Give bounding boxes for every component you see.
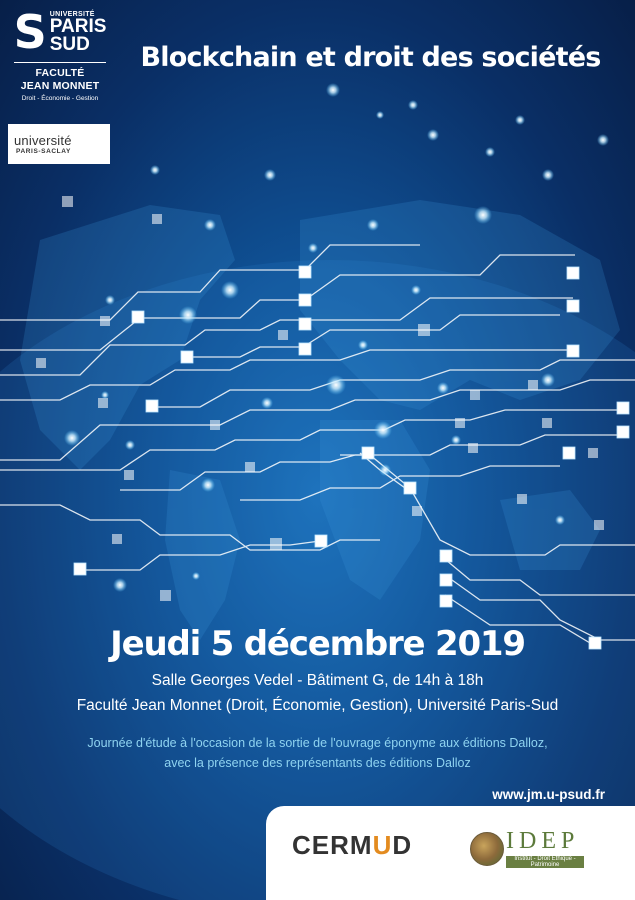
event-venue: Salle Georges Vedel - Bâtiment G, de 14h à 18h — [151, 672, 484, 689]
paris-sud-paris: PARIS — [49, 15, 107, 37]
cermud-suffix: D — [392, 830, 413, 860]
saclay-line-2: PARIS-SACLAY — [16, 148, 71, 155]
paris-sud-s-mark: S — [13, 5, 47, 59]
idep-logo — [466, 828, 588, 872]
website-link[interactable]: www.jm.u-psud.fr — [492, 787, 605, 802]
saclay-line-1: université — [14, 133, 72, 148]
paris-sud-logo — [8, 5, 112, 102]
event-description-line-1: Journée d'étude à l'occasion de la sortie de l'ouvrage éponyme aux éditions Dalloz, — [87, 736, 548, 750]
idep-subtitle: Institut - Droit Éthique - Patrimoine — [506, 856, 584, 868]
faculty-line-2: JEAN MONNET — [20, 80, 100, 92]
paris-sud-university-word: UNIVERSITÉ — [49, 10, 95, 18]
cermud-accent: U — [372, 830, 393, 860]
partner-logos-panel — [266, 806, 635, 900]
paris-saclay-logo — [8, 124, 110, 164]
idep-wordmark: IDEP — [506, 828, 580, 854]
cermud-prefix: CERM — [292, 830, 373, 860]
paris-sud-wordmark — [8, 5, 112, 59]
page-title: Blockchain et droit des sociétés — [140, 42, 601, 73]
paris-sud-sud: SUD — [49, 33, 90, 55]
event-faculty: Faculté Jean Monnet (Droit, Économie, Gestion), Université Paris-Sud — [76, 697, 559, 714]
faculty-line-3: Droit - Économie - Gestion — [21, 95, 99, 102]
event-description-line-2: avec la présence des représentants des éditions Dalloz — [164, 756, 471, 770]
logo-divider — [14, 62, 106, 63]
paris-sud-text — [50, 11, 107, 54]
idep-emblem-icon — [470, 832, 504, 866]
faculty-line-1: FACULTÉ — [35, 67, 85, 79]
event-date: Jeudi 5 décembre 2019 — [110, 624, 525, 664]
cermud-logo — [292, 830, 412, 861]
